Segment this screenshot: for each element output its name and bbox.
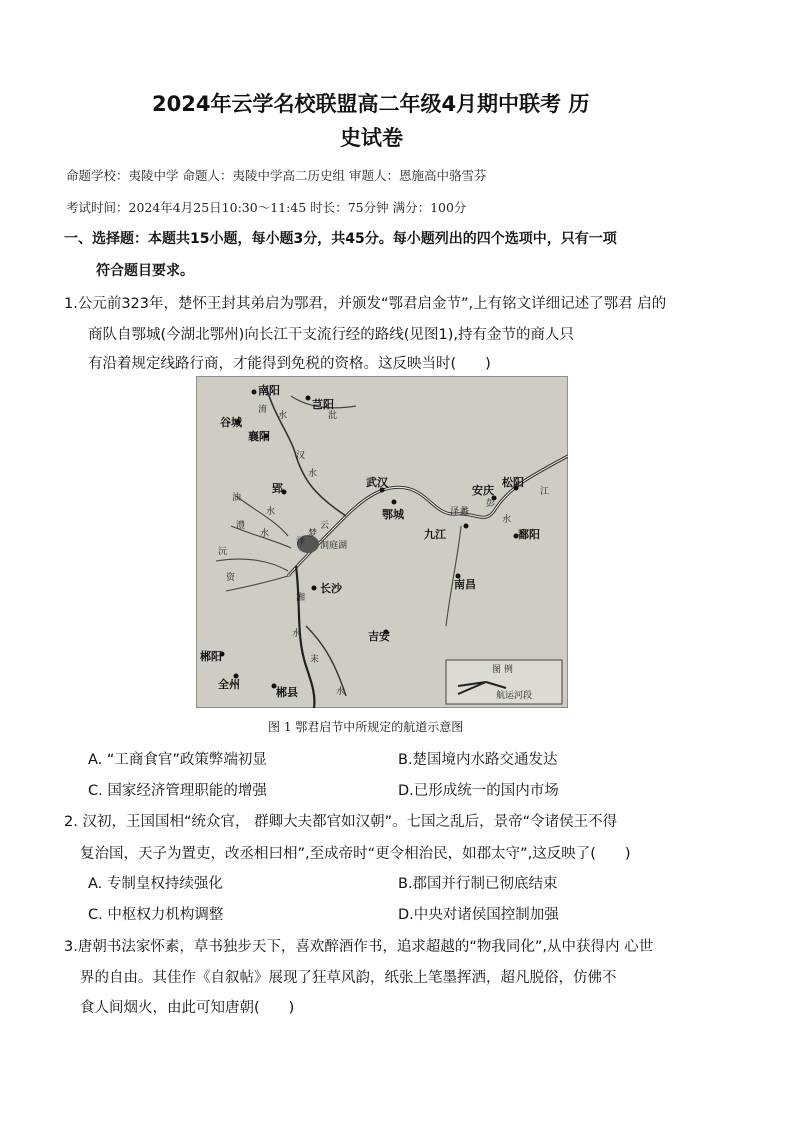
q1-option-d[interactable]: D.已形成统一的国内市场 <box>398 783 559 799</box>
map-river-label: 沘 <box>328 411 338 421</box>
question-3-line3: 食人间烟火，由此可知唐朝( ) <box>80 1000 295 1016</box>
map-river-label: 水 <box>308 469 318 479</box>
map-city-label: 郴县 <box>276 686 298 699</box>
section-heading-line1: 一、选择题：本题共15小题，每小题3分，共45分。每小题列出的四个选项中，只有一项 <box>64 231 617 247</box>
map-river-label: 沅 <box>218 547 228 557</box>
map-river-label: 云 <box>320 521 330 531</box>
q1-option-a[interactable]: A. “工商食官”政策弊端初显 <box>88 752 267 768</box>
q2-option-a[interactable]: A. 专制皇权持续强化 <box>88 876 223 892</box>
map-river-label: 耒 <box>310 655 320 665</box>
map-city-label: 武汉 <box>366 476 388 489</box>
section-heading-line2: 符合题目要求。 <box>96 263 194 279</box>
map-city-label: 郢 <box>272 482 283 495</box>
exam-meta-line2: 考试时间：2024年4月25日10:30～11:45 时长：75分钟 满分：100分 <box>66 200 467 215</box>
map-city-label: 襄阳 <box>248 430 270 443</box>
map-city-label: 郴阳 <box>200 650 222 663</box>
map-river-label: 江 <box>540 487 550 497</box>
map-city-label: 九江 <box>424 528 446 541</box>
map-river-label: 蠡 <box>460 507 470 517</box>
question-3-line1: 3.唐朝书法家怀素，草书独步天下，喜欢醉酒作书，追求超越的“物我同化”,从中获得内 心世 <box>64 939 654 955</box>
map-city-label: 鄱阳 <box>518 528 540 541</box>
question-1-line3: 有沿着规定线路行商，才能得到免税的资格。这反映当时( ) <box>88 356 491 372</box>
map-background <box>196 376 568 708</box>
map-river-label: 梦 <box>308 529 318 539</box>
map-river-label: 水 <box>260 529 270 539</box>
map-river-label: 泽 <box>450 507 460 517</box>
q2-option-c[interactable]: C. 中枢权力机构调整 <box>88 907 224 923</box>
map-river-label: 彭 <box>486 499 496 509</box>
map-city-label: 长沙 <box>320 582 342 595</box>
map-city-label: 松阳 <box>502 476 524 489</box>
map-city-label: 安庆 <box>472 484 494 497</box>
map-river-label: 汉 <box>296 451 306 461</box>
map-river-label: 水 <box>292 629 302 639</box>
map-city-label: 芑阳 <box>312 398 334 411</box>
map-river-label: 泽 <box>296 537 306 547</box>
map-river-label: 水 <box>266 507 276 517</box>
map-river-label: 资 <box>226 573 236 583</box>
map-city-label: 全州 <box>218 678 240 691</box>
map-river-label: 水 <box>278 411 288 421</box>
q1-option-c[interactable]: C. 国家经济管理职能的增强 <box>88 783 267 799</box>
exam-title-line2: 史试卷 <box>340 126 403 150</box>
question-1-line2: 商队自鄂城(今湖北鄂州)向长江干支流行经的路线(见图1),持有金节的商人只 <box>88 327 574 343</box>
map-city-label: 南昌 <box>454 578 476 591</box>
map-city-label: 吉安 <box>368 630 390 643</box>
question-3-line2: 界的自由。其佳作《自叙帖》展现了狂草风韵，纸张上笔墨挥洒，超凡脱俗，仿佛不 <box>80 970 617 986</box>
map-river-label: 水 <box>502 515 512 525</box>
map-river-label: 湘 <box>296 593 306 603</box>
q1-option-b[interactable]: B.楚国境内水路交通发达 <box>398 752 558 768</box>
map-river-label: 淯 <box>258 405 268 415</box>
map-river-label: 水 <box>336 687 346 697</box>
map-city-label: 谷城 <box>220 416 242 429</box>
map-city-label: 南阳 <box>258 384 280 397</box>
map-river-label: 洞庭湖 <box>320 541 348 551</box>
question-2-line1: 2. 汉初，王国国相“统众官， 群卿大夫都官如汉朝”。七国之乱后，景帝“令诸侯王不得 <box>64 814 618 830</box>
q2-option-d[interactable]: D.中央对诸侯国控制加强 <box>398 907 559 923</box>
exam-title-line1: 2024年云学名校联盟高二年级4月期中联考 历 <box>152 92 590 116</box>
map-river-label: 澧 <box>236 521 246 531</box>
question-2-line2: 复治国，天子为置吏，改丞相曰相”,至成帝时“更令相治民，如郡太守”,这反映了( ) <box>80 846 631 862</box>
exam-meta-line1: 命题学校：夷陵中学 命题人：夷陵中学高二历史组 审题人：恩施高中骆雪芬 <box>66 168 487 183</box>
map-city-label: 鄂城 <box>382 508 404 521</box>
map-legend-label: 航运河段 <box>496 691 533 701</box>
q2-option-b[interactable]: B.郡国并行制已彻底结束 <box>398 876 558 892</box>
map-legend-title: 图 例 <box>492 665 513 675</box>
question-1-line1: 1.公元前323年，楚怀王封其弟启为鄂君，并颁发“鄂君启金节”,上有铭文详细记述了鄂君 启的 <box>64 296 667 312</box>
figure-caption: 图 1 鄂君启节中所规定的航道示意图 <box>268 720 464 734</box>
route-map-figure <box>196 376 568 708</box>
map-river-label: 油 <box>232 493 242 503</box>
